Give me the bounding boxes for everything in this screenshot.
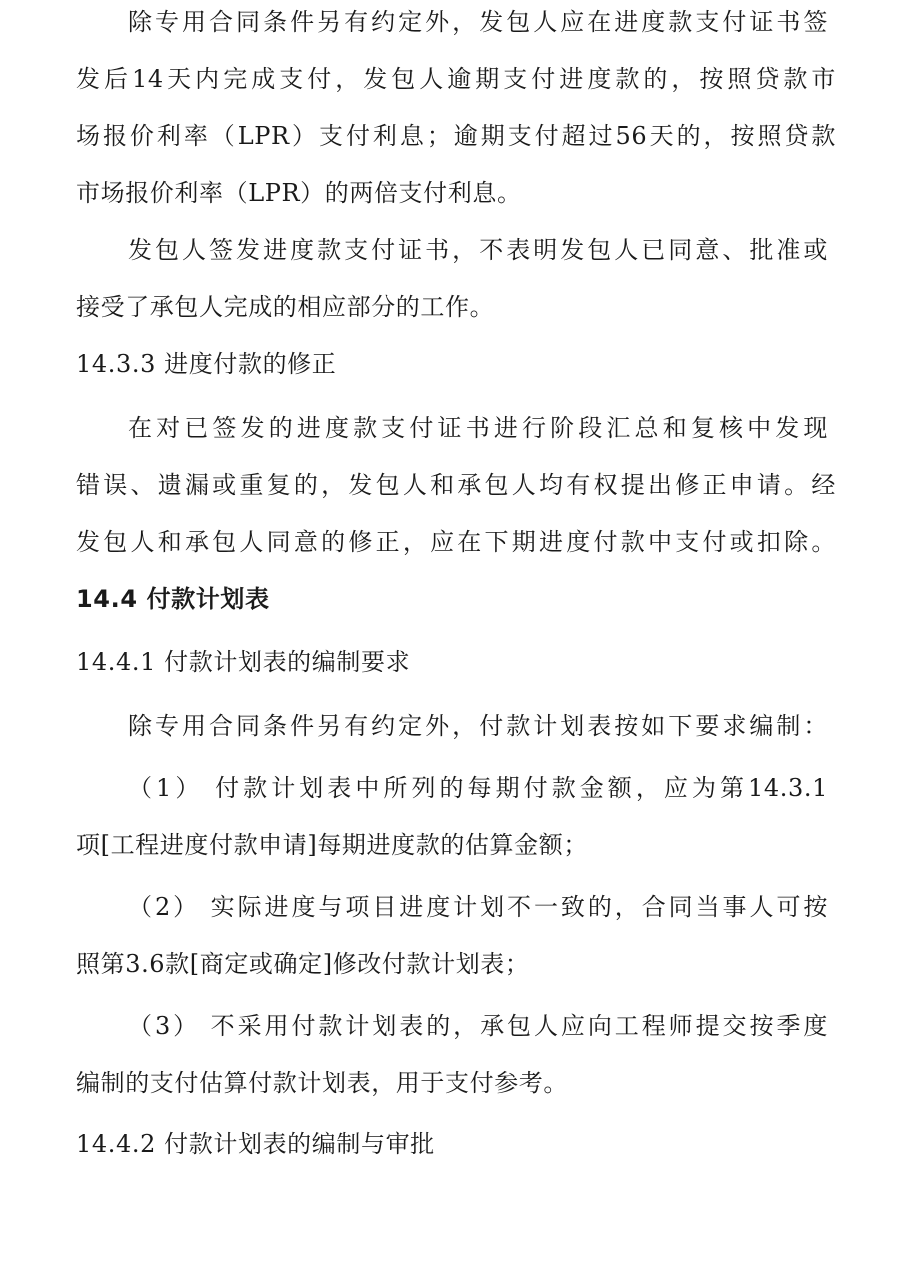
list-item-1-line-2: 项[工程进度付款申请]每期进度款的估算金额； xyxy=(76,831,588,859)
section-heading-14-4: 14.4 付款计划表 xyxy=(76,585,270,613)
paragraph-certificate-line-1: 发包人签发进度款支付证书，不表明发包人已同意、批准或 xyxy=(128,236,828,264)
paragraph-requirements-intro: 除专用合同条件另有约定外，付款计划表按如下要求编制： xyxy=(128,712,828,740)
paragraph-correction-line-2: 错误、遗漏或重复的，发包人和承包人均有权提出修正申请。经 xyxy=(76,471,836,499)
paragraph-correction-line-3: 发包人和承包人同意的修正，应在下期进度付款中支付或扣除。 xyxy=(76,528,836,556)
list-item-1-line-1: （1） 付款计划表中所列的每期付款金额，应为第14.3.1 xyxy=(128,774,828,802)
section-heading-14-4-2: 14.4.2 付款计划表的编制与审批 xyxy=(76,1130,435,1158)
paragraph-payment-deadline-line-3: 场报价利率（LPR）支付利息；逾期支付超过56天的，按照贷款 xyxy=(76,122,836,150)
paragraph-certificate-line-2: 接受了承包人完成的相应部分的工作。 xyxy=(76,293,495,321)
section-heading-14-3-3: 14.3.3 进度付款的修正 xyxy=(76,350,337,378)
list-item-2-line-2: 照第3.6款[商定或确定]修改付款计划表； xyxy=(76,950,530,978)
paragraph-correction-line-1: 在对已签发的进度款支付证书进行阶段汇总和复核中发现 xyxy=(128,414,828,442)
paragraph-payment-deadline-line-4: 市场报价利率（LPR）的两倍支付利息。 xyxy=(76,179,522,207)
list-item-2-line-1: （2） 实际进度与项目进度计划不一致的，合同当事人可按 xyxy=(128,893,828,921)
section-heading-14-4-1: 14.4.1 付款计划表的编制要求 xyxy=(76,648,411,676)
paragraph-payment-deadline-line-1: 除专用合同条件另有约定外，发包人应在进度款支付证书签 xyxy=(128,8,828,36)
paragraph-payment-deadline-line-2: 发后14天内完成支付，发包人逾期支付进度款的，按照贷款市 xyxy=(76,65,836,93)
list-item-3-line-2: 编制的支付估算付款计划表，用于支付参考。 xyxy=(76,1069,568,1097)
list-item-3-line-1: （3） 不采用付款计划表的，承包人应向工程师提交按季度 xyxy=(128,1012,828,1040)
